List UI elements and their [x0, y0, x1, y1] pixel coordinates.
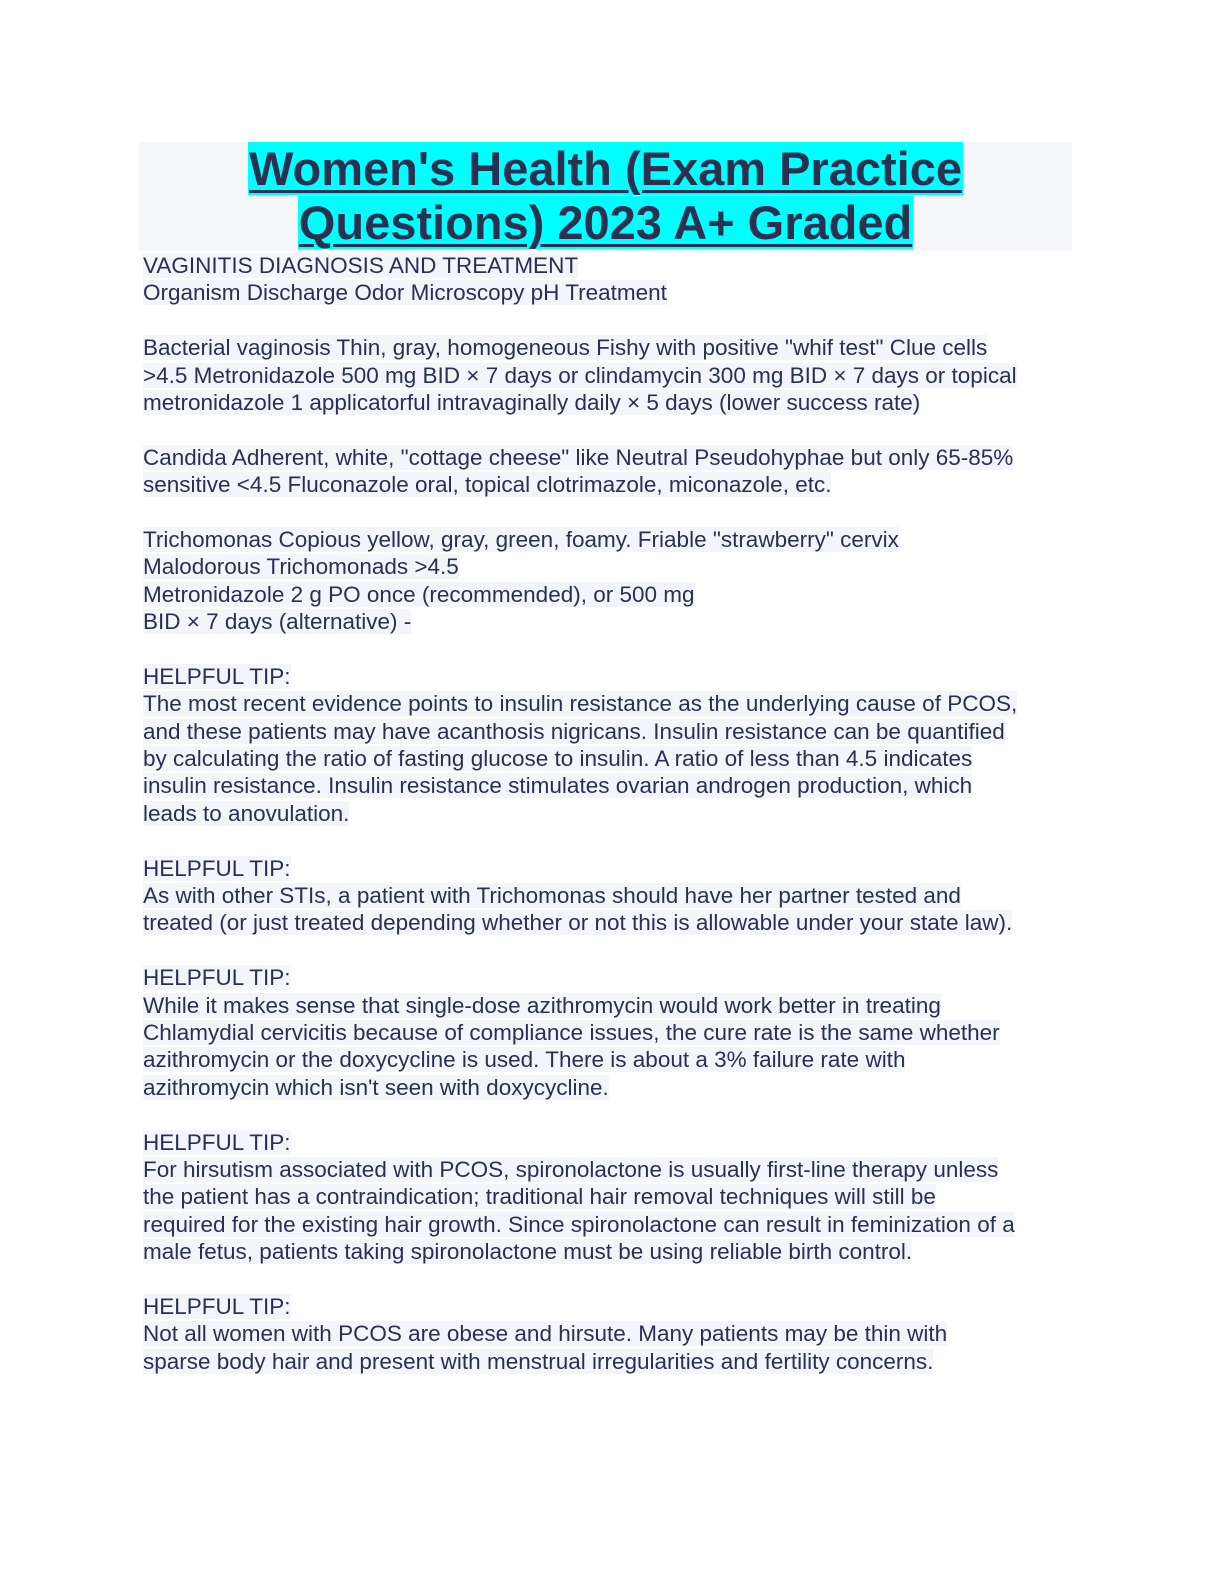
helpful-tip-2 — [143, 855, 1083, 937]
title-line-2: Questions) 2023 A+ Graded — [298, 196, 913, 249]
tip-label: HELPFUL TIP: — [143, 1129, 291, 1155]
text-line: azithromycin or the doxycycline is used. There is about a 3% failure rate with — [143, 1047, 906, 1073]
text-line: azithromycin which isn't seen with doxycycline. — [143, 1074, 609, 1100]
text-line: Chlamydial cervicitis because of compliance issues, the cure rate is the same whether — [143, 1019, 1000, 1045]
text-line: sensitive <4.5 Fluconazole oral, topical clotrimazole, miconazole, etc. — [143, 472, 832, 498]
helpful-tip-4 — [143, 1129, 1083, 1266]
document-title — [139, 142, 1072, 251]
text-line: >4.5 Metronidazole 500 mg BID × 7 days or clindamycin 300 mg BID × 7 days or topical — [143, 362, 1017, 388]
spacer — [143, 827, 1083, 854]
text-line: metronidazole 1 applicatorful intravaginally daily × 5 days (lower success rate) — [143, 389, 921, 415]
text-line: insulin resistance. Insulin resistance stimulates ovarian androgen production, which — [143, 773, 973, 799]
spacer — [143, 416, 1083, 443]
text-line: Trichomonas Copious yellow, gray, green, foamy. Friable "strawberry" cervix — [143, 526, 899, 552]
section-heading: VAGINITIS DIAGNOSIS AND TREATMENT — [143, 253, 579, 278]
spacer — [143, 499, 1083, 526]
spacer — [143, 635, 1083, 662]
tip-label: HELPFUL TIP: — [143, 1293, 291, 1319]
spacer — [143, 1265, 1083, 1292]
title-line-1: Women's Health (Exam Practice — [249, 142, 962, 195]
spacer — [143, 307, 1083, 334]
text-line: sparse body hair and present with menstrual irregularities and fertility concerns. — [143, 1348, 934, 1374]
helpful-tip-3 — [143, 964, 1083, 1101]
text-line: For hirsutism associated with PCOS, spironolactone is usually first-line therapy unless — [143, 1156, 999, 1182]
text-line: leads to anovulation. — [143, 800, 350, 826]
candida-row — [143, 444, 1083, 499]
table-column-headers: Organism Discharge Odor Microscopy pH Treatment — [143, 280, 667, 306]
text-line: male fetus, patients taking spironolactone must be using reliable birth control. — [143, 1239, 913, 1265]
spacer — [143, 937, 1083, 964]
text-line: by calculating the ratio of fasting glucose to insulin. A ratio of less than 4.5 indicates — [143, 746, 973, 772]
text-line: and these patients may have acanthosis nigricans. Insulin resistance can be quantified — [143, 718, 1005, 744]
spacer — [143, 1101, 1083, 1128]
text-line: Bacterial vaginosis Thin, gray, homogeneous Fishy with positive "whif test" Clue cells — [143, 335, 988, 361]
text-line: Not all women with PCOS are obese and hirsute. Many patients may be thin with — [143, 1321, 948, 1347]
document-body — [143, 252, 1083, 1375]
bacterial-vaginosis-row — [143, 334, 1083, 416]
helpful-tip-1 — [143, 663, 1083, 827]
text-line: BID × 7 days (alternative) - — [143, 609, 412, 635]
trichomonas-row — [143, 526, 1083, 636]
text-line: As with other STIs, a patient with Trichomonas should have her partner tested and — [143, 882, 961, 908]
tip-label: HELPFUL TIP: — [143, 855, 291, 881]
text-line: While it makes sense that single-dose azithromycin would work better in treating — [143, 992, 941, 1018]
tip-label: HELPFUL TIP: — [143, 663, 291, 689]
text-line: treated (or just treated depending whether or not this is allowable under your state law). — [143, 910, 1013, 936]
text-line: Metronidazole 2 g PO once (recommended), or 500 mg — [143, 581, 695, 607]
helpful-tip-5 — [143, 1293, 1083, 1375]
text-line: the patient has a contraindication; traditional hair removal techniques will still be — [143, 1184, 936, 1210]
text-line: required for the existing hair growth. Since spironolactone can result in feminization of a — [143, 1211, 1015, 1237]
text-line: Malodorous Trichomonads >4.5 — [143, 554, 459, 580]
text-line: Candida Adherent, white, "cottage cheese" like Neutral Pseudohyphae but only 65-85% — [143, 444, 1014, 470]
text-line: The most recent evidence points to insulin resistance as the underlying cause of PCOS, — [143, 691, 1018, 717]
tip-label: HELPFUL TIP: — [143, 965, 291, 991]
